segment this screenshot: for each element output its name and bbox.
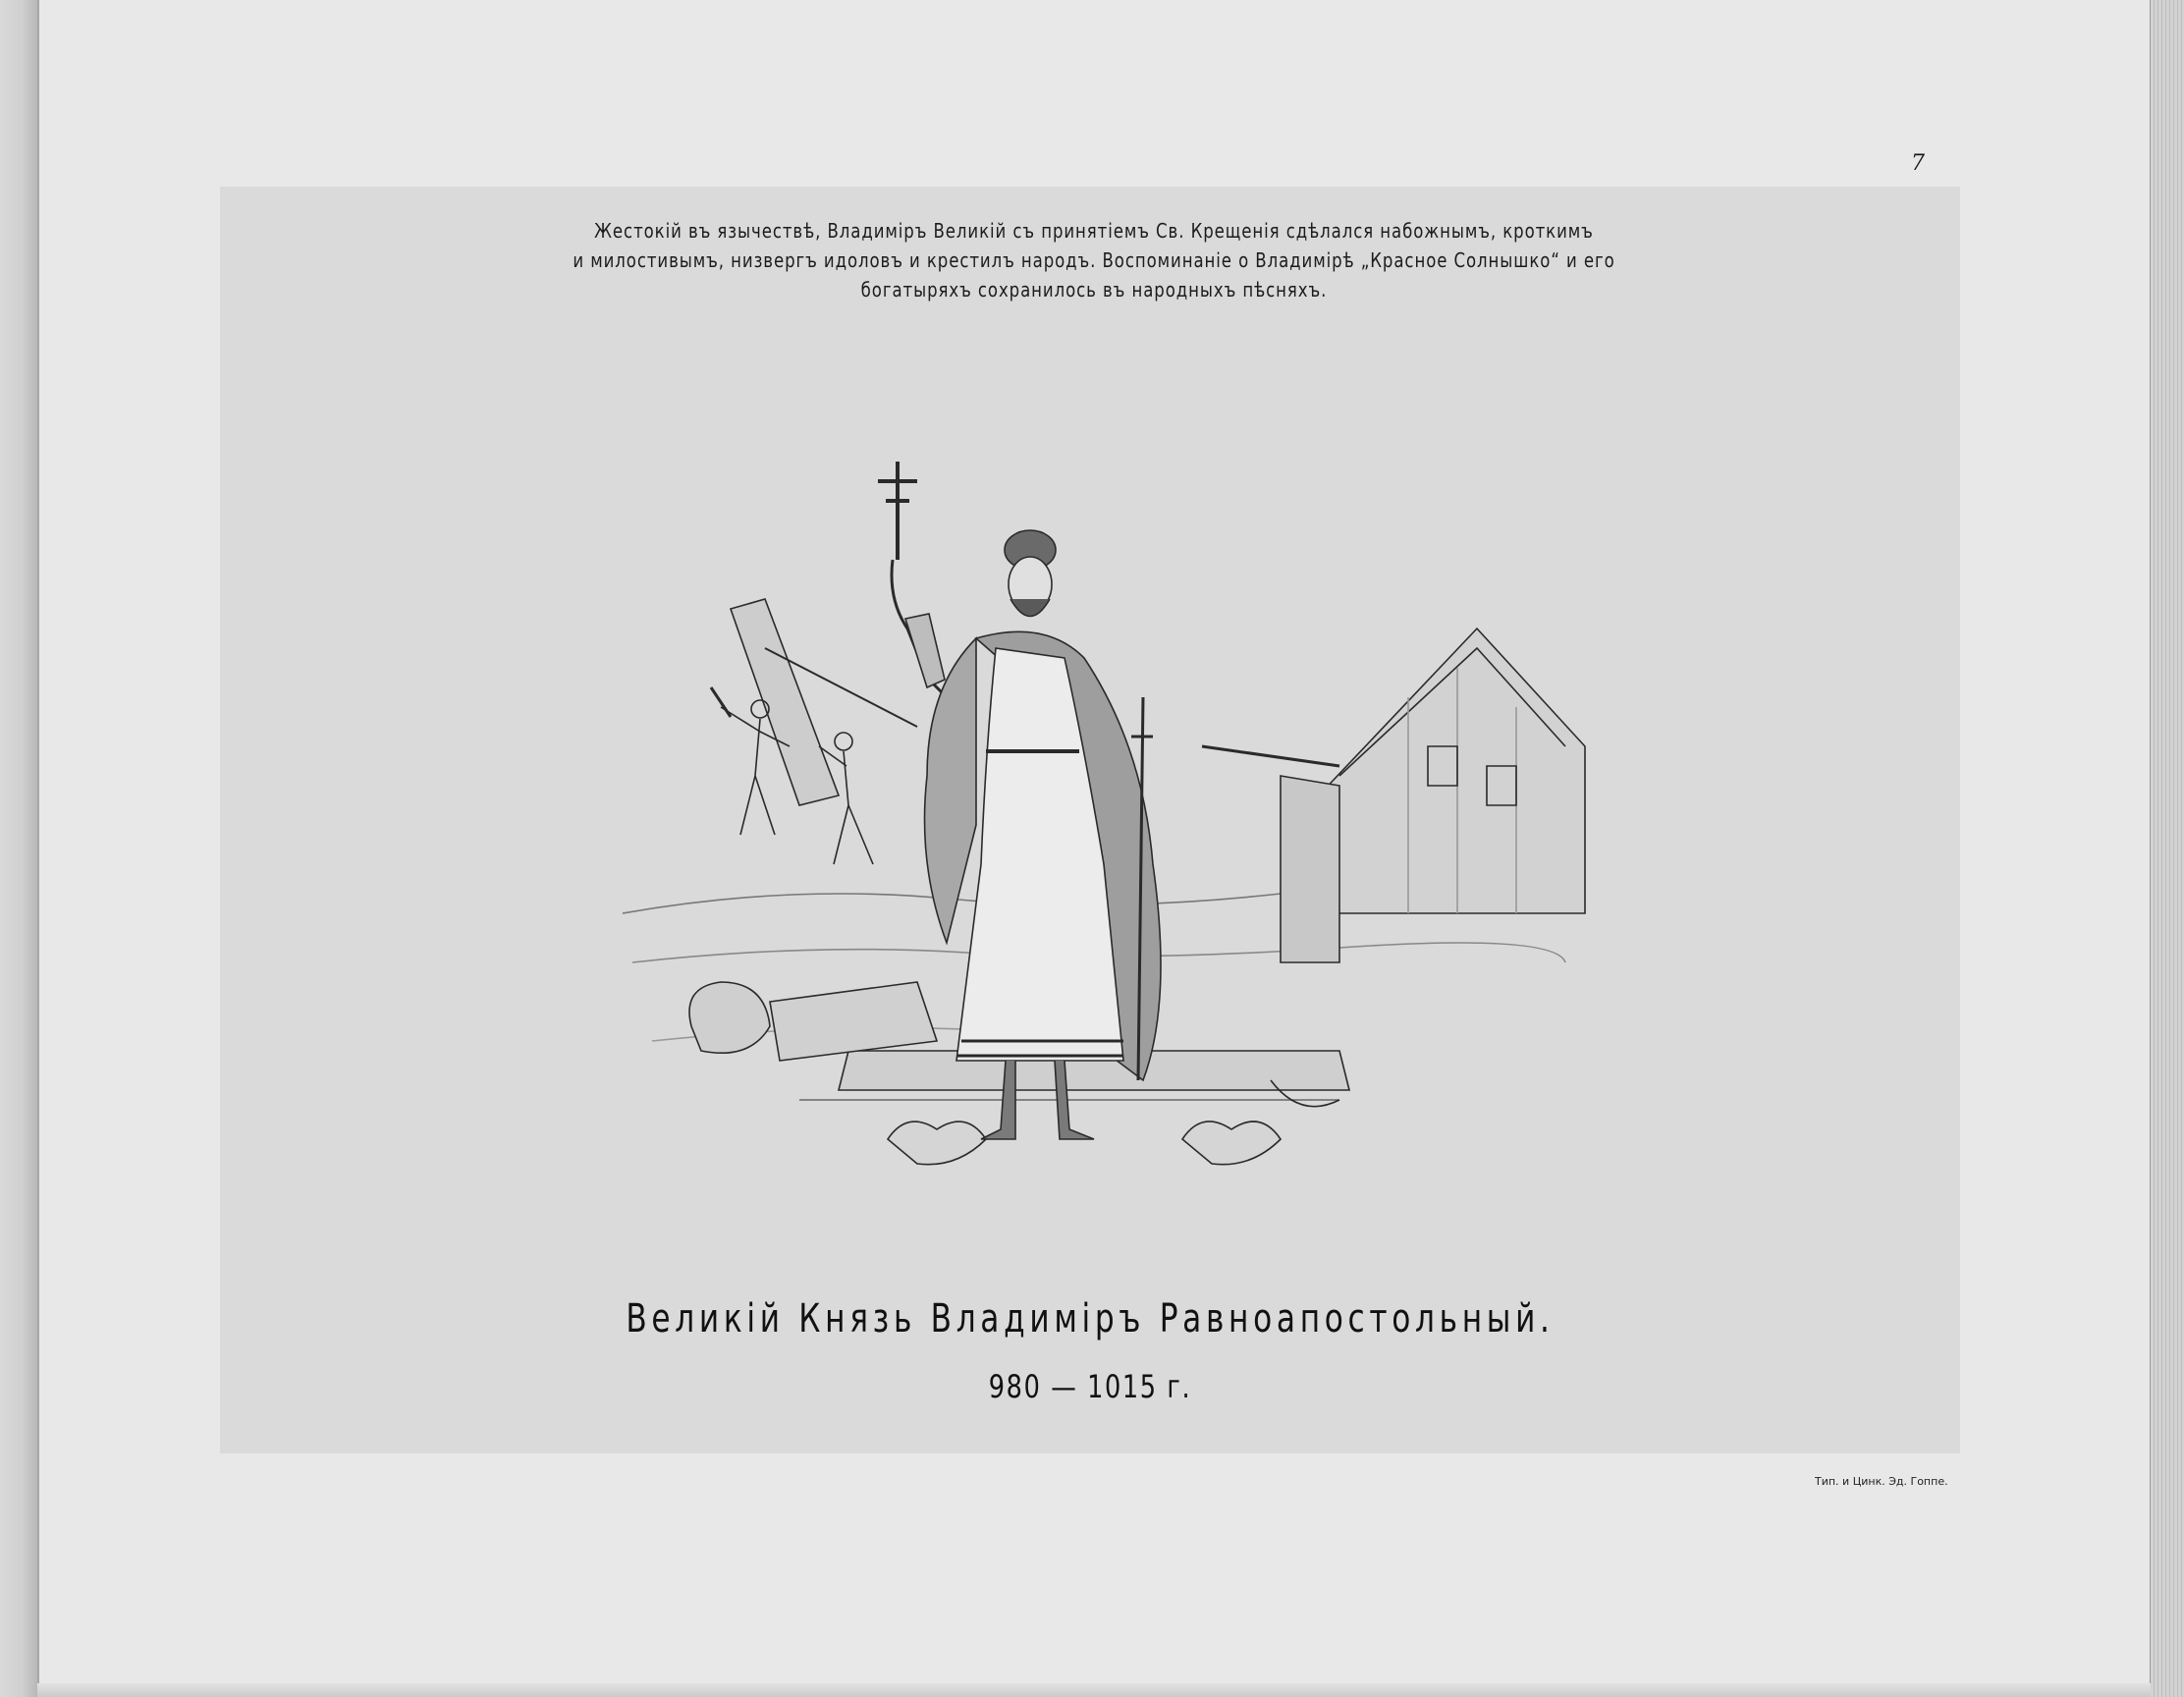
left-page-edge: [0, 0, 39, 1697]
right-page-edges: [2150, 0, 2184, 1697]
page: [39, 0, 2151, 1697]
plate-title: Великій Князь Владиміръ Равноапостольный.: [626, 1296, 1555, 1341]
caption-line: Жестокій въ язычествѣ, Владиміръ Великій съ принятіемъ Св. Крещенія сдѣлался набожнымъ, кроткимъ: [594, 219, 1594, 243]
caption-line: и милостивымъ, низвергъ идоловъ и крестилъ народъ. Воспоминаніе о Владимірѣ „Красное Солнышко“ и его: [573, 248, 1615, 272]
bottom-page-edge: [37, 1683, 2151, 1697]
engraving-illustration: [593, 452, 1595, 1178]
plate-dates: 980 — 1015 г.: [988, 1368, 1192, 1405]
plate: [220, 187, 1960, 1453]
page-number: 7: [1911, 151, 1925, 176]
caption-line: богатыряхъ сохранилось въ народныхъ пѣсняхъ.: [860, 278, 1328, 301]
printer-imprint: Тип. и Цинк. Эд. Гоппе.: [1815, 1475, 1948, 1488]
plate-caption: [570, 216, 1617, 304]
